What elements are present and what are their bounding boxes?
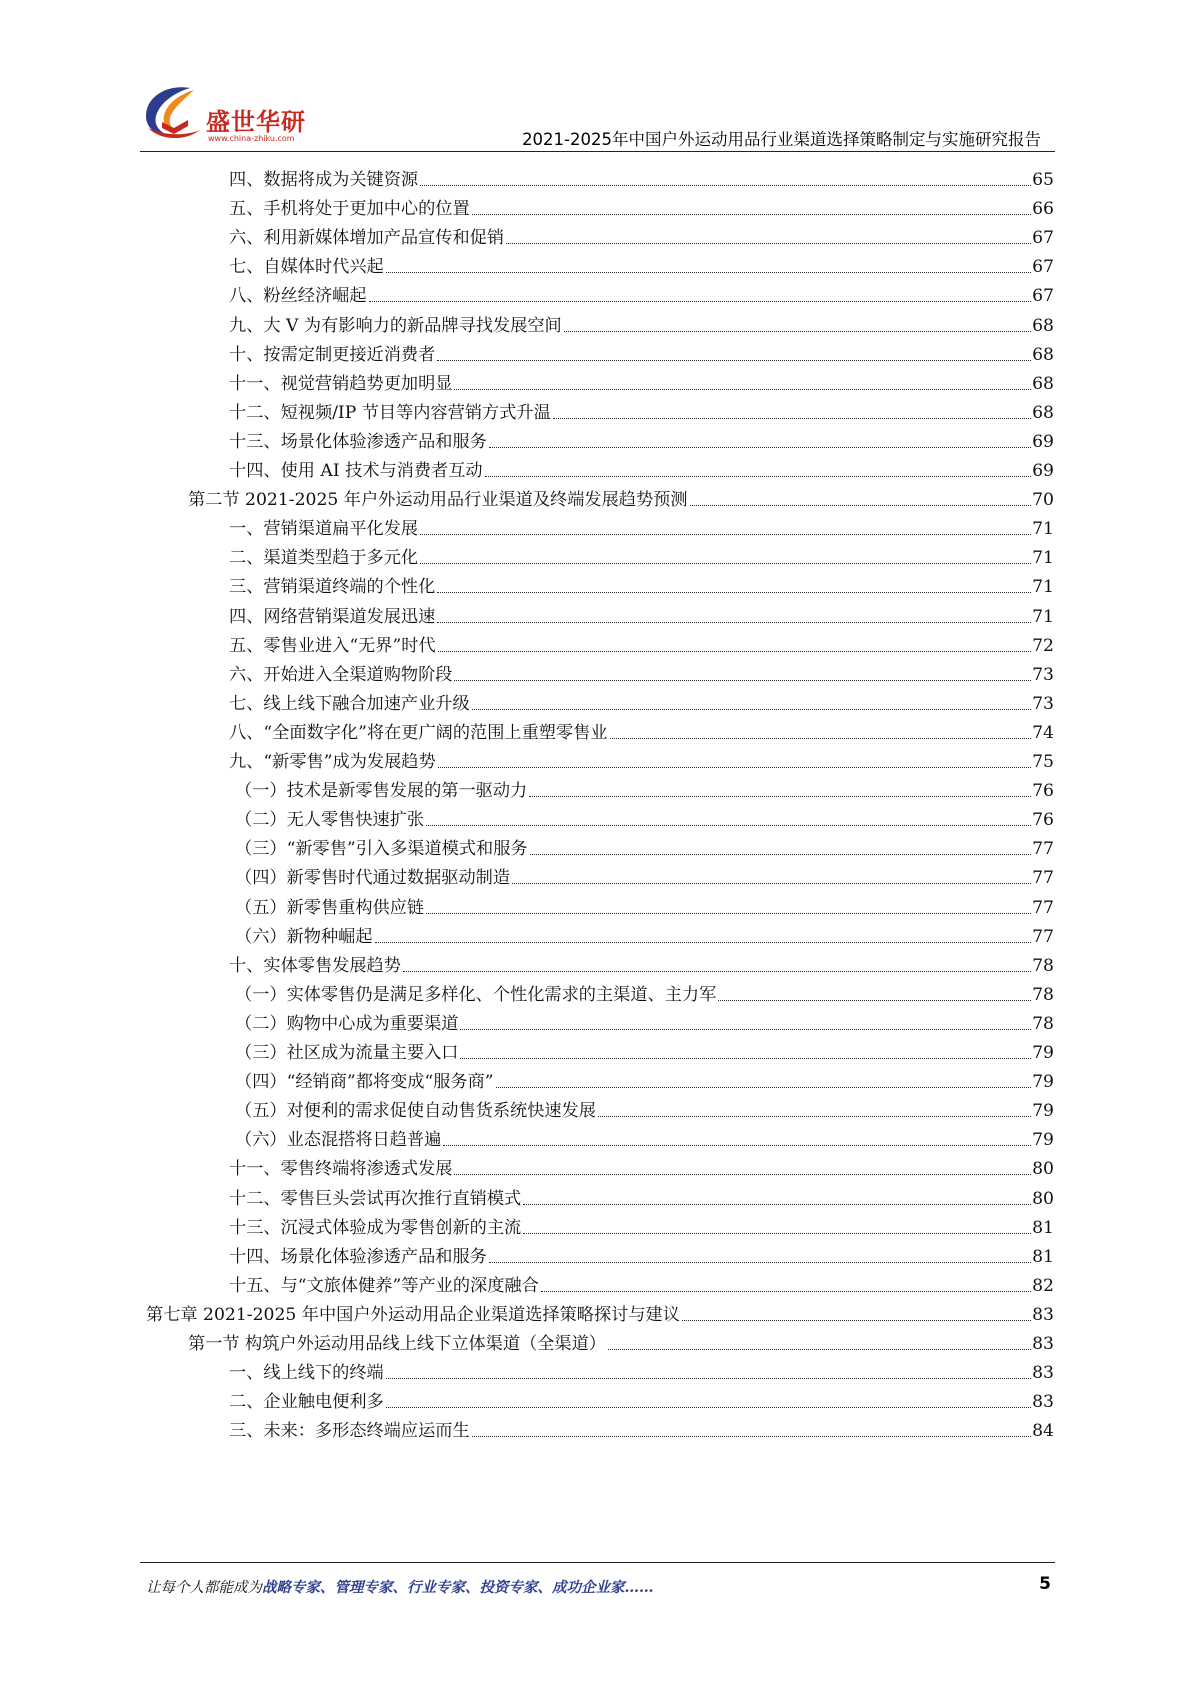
toc-entry-title: 二、企业触电便利多 — [229, 1392, 384, 1413]
toc-entry-title: 九、“新零售”成为发展趋势 — [229, 752, 436, 772]
toc-entry-page: 79 — [1032, 1072, 1054, 1093]
toc-dot-leader — [443, 1145, 1031, 1146]
toc-dot-leader — [460, 1058, 1031, 1059]
toc-entry[interactable] — [229, 1411, 1054, 1441]
toc-dot-leader — [530, 854, 1032, 855]
toc-entry-title: 十一、视觉营销趋势更加明显 — [229, 373, 453, 394]
toc-entry[interactable] — [229, 1208, 1054, 1238]
header-divider — [140, 151, 1055, 152]
toc-entry-title: 十三、场景化体验渗透产品和服务 — [229, 431, 487, 452]
toc-entry[interactable] — [235, 771, 1054, 801]
toc-entry-title: 七、自媒体时代兴起 — [229, 257, 384, 278]
company-logo — [140, 82, 320, 150]
toc-entry[interactable] — [229, 597, 1054, 627]
toc-entry-page: 77 — [1032, 926, 1054, 947]
toc-dot-leader — [420, 185, 1031, 186]
toc-entry-page: 71 — [1032, 548, 1054, 569]
toc-entry-title: 四、数据将成为关键资源 — [229, 170, 419, 190]
toc-entry[interactable] — [229, 160, 1054, 190]
toc-entry-page: 70 — [1032, 490, 1054, 511]
toc-dot-leader — [437, 592, 1031, 593]
toc-dot-leader — [420, 534, 1031, 535]
toc-entry[interactable] — [146, 1295, 1054, 1325]
toc-entry-title: （四）“经销商”都将变成“服务商” — [235, 1072, 494, 1093]
toc-entry[interactable] — [188, 480, 1054, 510]
toc-entry[interactable] — [229, 1179, 1054, 1209]
toc-dot-leader — [403, 971, 1031, 972]
toc-entry-title: 十四、使用 AI 技术与消费者互动 — [229, 461, 483, 481]
toc-entry[interactable] — [229, 946, 1054, 976]
toc-entry-page: 68 — [1032, 315, 1054, 336]
toc-entry-page: 76 — [1032, 810, 1054, 831]
toc-entry-title: 二、渠道类型趋于多元化 — [229, 548, 419, 569]
toc-entry-title: （三）“新零售”引入多渠道模式和服务 — [235, 839, 528, 860]
toc-dot-leader — [523, 1233, 1031, 1234]
toc-dot-leader — [426, 913, 1031, 914]
footer-slogan-prefix: 让每个人都能成为 — [146, 1580, 262, 1596]
toc-entry-title: 十、按需定制更接近消费者 — [229, 344, 436, 365]
toc-entry[interactable] — [229, 655, 1054, 685]
toc-dot-leader — [454, 680, 1031, 681]
toc-dot-leader — [438, 651, 1031, 652]
toc-entry-page: 77 — [1032, 897, 1054, 918]
toc-entry-title: 第一节 构筑户外运动用品线上线下立体渠道（全渠道） — [188, 1334, 606, 1354]
toc-entry[interactable] — [235, 800, 1054, 830]
toc-entry-title: 一、营销渠道扁平化发展 — [229, 519, 419, 540]
toc-dot-leader — [523, 1204, 1031, 1205]
toc-entry-title: （六）新物种崛起 — [235, 926, 373, 947]
toc-entry-title: 九、大 V 为有影响力的新品牌寻找发展空间 — [229, 315, 562, 336]
toc-entry-page: 72 — [1032, 635, 1054, 656]
toc-entry[interactable] — [229, 364, 1054, 394]
toc-entry[interactable] — [235, 975, 1054, 1005]
toc-dot-leader — [598, 1116, 1031, 1117]
toc-entry-page: 77 — [1032, 868, 1054, 889]
toc-entry-page: 78 — [1032, 1013, 1054, 1034]
footer-slogan — [146, 1576, 654, 1597]
toc-dot-leader — [472, 214, 1031, 215]
toc-entry[interactable] — [235, 1120, 1054, 1150]
toc-entry-page: 74 — [1032, 722, 1054, 743]
toc-entry-page: 83 — [1032, 1392, 1054, 1413]
toc-entry-page: 82 — [1032, 1275, 1054, 1296]
toc-entry-title: 十一、零售终端将渗透式发展 — [229, 1159, 453, 1180]
toc-entry[interactable] — [235, 1062, 1054, 1092]
logo-url: www.china-zhiku.com — [208, 134, 295, 143]
toc-entry-page: 80 — [1032, 1159, 1054, 1180]
toc-entry-title: （一）实体零售仍是满足多样化、个性化需求的主渠道、主力军 — [235, 984, 717, 1005]
toc-entry[interactable] — [235, 917, 1054, 947]
toc-dot-leader — [472, 1436, 1031, 1437]
toc-entry[interactable] — [229, 276, 1054, 306]
toc-dot-leader — [386, 272, 1031, 273]
toc-entry-title: 五、零售业进入“无界”时代 — [229, 635, 436, 656]
toc-entry[interactable] — [229, 451, 1054, 481]
toc-entry[interactable] — [235, 829, 1054, 859]
toc-entry[interactable] — [235, 1033, 1054, 1063]
toc-entry[interactable] — [229, 1266, 1054, 1296]
toc-entry-title: （五）对便利的需求促使自动售货系统快速发展 — [235, 1101, 596, 1122]
toc-entry-title: （三）社区成为流量主要入口 — [235, 1043, 459, 1063]
toc-dot-leader — [437, 622, 1031, 623]
toc-entry-page: 79 — [1032, 1130, 1054, 1151]
toc-entry-page: 75 — [1032, 752, 1054, 772]
toc-dot-leader — [496, 1087, 1032, 1088]
toc-entry-page: 78 — [1032, 955, 1054, 976]
toc-dot-leader — [386, 1378, 1031, 1379]
toc-entry-title: （四）新零售时代通过数据驱动制造 — [235, 868, 511, 889]
toc-entry-title: （六）业态混搭将日趋普遍 — [235, 1130, 442, 1151]
toc-entry[interactable] — [229, 335, 1054, 365]
toc-entry-page: 67 — [1032, 228, 1054, 249]
toc-entry-title: 第七章 2021-2025 年中国户外运动用品企业渠道选择策略探讨与建议 — [146, 1304, 680, 1325]
toc-entry-page: 79 — [1032, 1043, 1054, 1063]
toc-dot-leader — [529, 796, 1031, 797]
toc-dot-leader — [608, 1349, 1031, 1350]
toc-entry-page: 67 — [1032, 257, 1054, 278]
toc-entry[interactable] — [229, 393, 1054, 423]
toc-dot-leader — [610, 738, 1032, 739]
toc-entry-page: 77 — [1032, 839, 1054, 860]
toc-entry-title: 三、营销渠道终端的个性化 — [229, 577, 436, 598]
toc-entry-title: （一）技术是新零售发展的第一驱动力 — [235, 781, 528, 802]
toc-dot-leader — [426, 825, 1031, 826]
toc-entry[interactable] — [229, 742, 1054, 772]
toc-dot-leader — [718, 1000, 1031, 1001]
toc-dot-leader — [506, 243, 1031, 244]
toc-entry-title: 十、实体零售发展趋势 — [229, 955, 401, 976]
toc-entry-title: 十二、短视频/IP 节目等内容营销方式升温 — [229, 402, 551, 423]
toc-entry-page: 69 — [1032, 461, 1054, 481]
toc-entry-page: 68 — [1032, 402, 1054, 423]
toc-entry-page: 65 — [1032, 170, 1054, 190]
toc-entry-page: 73 — [1032, 693, 1054, 714]
toc-entry-page: 71 — [1032, 606, 1054, 627]
footer-slogan-roles: 战略专家、管理专家、行业专家、投资专家、成功企业家…… — [262, 1579, 654, 1596]
toc-entry-title: 八、“全面数字化”将在更广阔的范围上重塑零售业 — [229, 722, 608, 743]
toc-dot-leader — [420, 563, 1031, 564]
toc-entry[interactable] — [229, 189, 1054, 219]
logo-name: 盛世华研 — [206, 108, 306, 136]
footer-divider — [140, 1562, 1055, 1563]
toc-entry-page: 71 — [1032, 519, 1054, 540]
page-header — [0, 0, 1191, 150]
toc-dot-leader — [512, 883, 1031, 884]
toc-entry[interactable] — [229, 247, 1054, 277]
toc-entry-title: 十五、与“文旅体健养”等产业的深度融合 — [229, 1275, 539, 1296]
toc-dot-leader — [375, 942, 1032, 943]
toc-dot-leader — [690, 505, 1032, 506]
toc-entry[interactable] — [229, 1382, 1054, 1412]
toc-entry-title: 六、开始进入全渠道购物阶段 — [229, 664, 453, 685]
toc-entry[interactable] — [229, 1237, 1054, 1267]
toc-dot-leader — [472, 709, 1031, 710]
toc-dot-leader — [460, 1029, 1031, 1030]
toc-dot-leader — [489, 1262, 1031, 1263]
toc-entry-page: 67 — [1032, 286, 1054, 307]
toc-entry-page: 83 — [1032, 1304, 1054, 1325]
toc-entry-page: 76 — [1032, 781, 1054, 802]
toc-entry[interactable] — [229, 422, 1054, 452]
toc-entry-page: 79 — [1032, 1101, 1054, 1122]
toc-entry[interactable] — [229, 218, 1054, 248]
toc-entry[interactable] — [229, 1149, 1054, 1179]
toc-entry[interactable] — [229, 684, 1054, 714]
toc-dot-leader — [438, 767, 1031, 768]
toc-entry[interactable] — [229, 1353, 1054, 1383]
toc-entry-page: 84 — [1032, 1421, 1054, 1442]
toc-entry-page: 81 — [1032, 1246, 1054, 1267]
toc-entry[interactable] — [229, 713, 1054, 743]
toc-entry[interactable] — [235, 888, 1054, 918]
toc-entry-page: 66 — [1032, 199, 1054, 220]
toc-entry-page: 83 — [1032, 1363, 1054, 1384]
toc-entry-page: 83 — [1032, 1334, 1054, 1354]
toc-entry[interactable] — [235, 1004, 1054, 1034]
toc-entry-page: 80 — [1032, 1188, 1054, 1209]
toc-entry[interactable] — [229, 626, 1054, 656]
toc-dot-leader — [682, 1320, 1031, 1321]
toc-entry-title: 第二节 2021-2025 年户外运动用品行业渠道及终端发展趋势预测 — [188, 490, 688, 511]
toc-dot-leader — [485, 476, 1032, 477]
toc-entry[interactable] — [188, 1324, 1054, 1354]
toc-entry-page: 71 — [1032, 577, 1054, 598]
toc-entry-page: 69 — [1032, 431, 1054, 452]
toc-entry[interactable] — [229, 538, 1054, 568]
toc-dot-leader — [489, 447, 1031, 448]
toc-dot-leader — [454, 389, 1031, 390]
toc-entry-title: 一、线上线下的终端 — [229, 1363, 384, 1384]
toc-entry-title: 十四、场景化体验渗透产品和服务 — [229, 1246, 487, 1267]
logo-emblem-icon — [140, 82, 206, 144]
toc-entry-page: 81 — [1032, 1217, 1054, 1238]
toc-entry-title: 三、未来：多形态终端应运而生 — [229, 1421, 470, 1442]
toc-entry-page: 73 — [1032, 664, 1054, 685]
toc-entry-page: 68 — [1032, 344, 1054, 365]
toc-entry[interactable] — [235, 1091, 1054, 1121]
toc-entry-title: （二）无人零售快速扩张 — [235, 810, 425, 831]
page-number: 5 — [1039, 1574, 1051, 1594]
toc-entry-title: 六、利用新媒体增加产品宣传和促销 — [229, 228, 505, 249]
toc-dot-leader — [437, 360, 1031, 361]
toc-entry[interactable] — [235, 858, 1054, 888]
toc-entry-page: 78 — [1032, 984, 1054, 1005]
toc-entry-title: 十三、沉浸式体验成为零售创新的主流 — [229, 1217, 522, 1238]
toc-entry[interactable] — [229, 509, 1054, 539]
toc-dot-leader — [541, 1291, 1031, 1292]
toc-entry-title: （二）购物中心成为重要渠道 — [235, 1013, 459, 1034]
toc-entry-page: 68 — [1032, 373, 1054, 394]
toc-entry-title: 七、线上线下融合加速产业升级 — [229, 693, 470, 714]
toc-entry[interactable] — [229, 306, 1054, 336]
toc-entry-title: 十二、零售巨头尝试再次推行直销模式 — [229, 1188, 522, 1209]
toc-entry[interactable] — [229, 567, 1054, 597]
toc-dot-leader — [454, 1174, 1031, 1175]
toc-entry-title: 四、网络营销渠道发展迅速 — [229, 606, 436, 627]
toc-entry-title: 五、手机将处于更加中心的位置 — [229, 199, 470, 220]
toc-dot-leader — [564, 331, 1031, 332]
toc-entry-title: （五）新零售重构供应链 — [235, 897, 425, 918]
toc-dot-leader — [369, 301, 1032, 302]
toc-dot-leader — [553, 418, 1031, 419]
toc-entry-title: 八、粉丝经济崛起 — [229, 286, 367, 307]
toc-dot-leader — [386, 1407, 1031, 1408]
report-title: 2021-2025年中国户外运动用品行业渠道选择策略制定与实施研究报告 — [522, 130, 1041, 149]
